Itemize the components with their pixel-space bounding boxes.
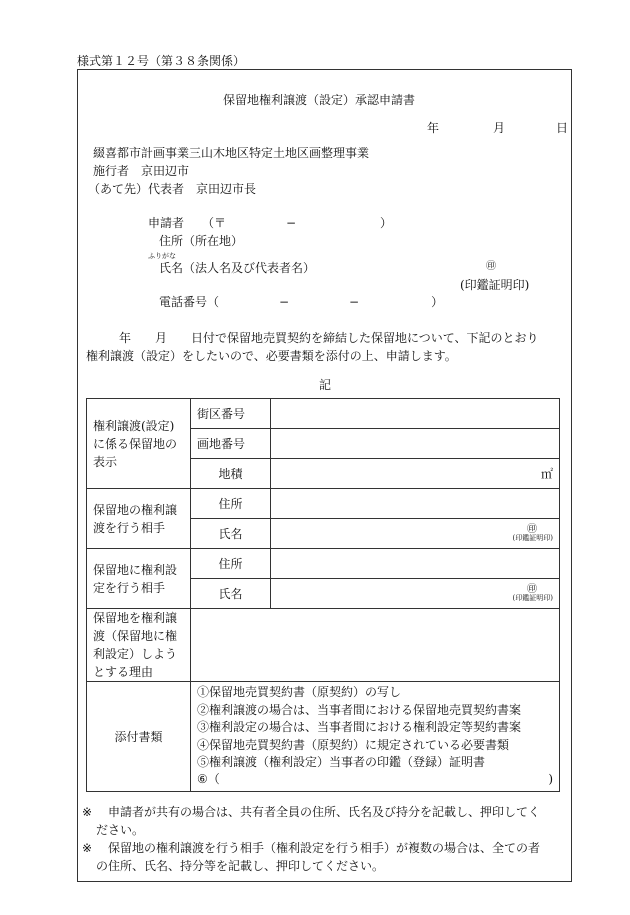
transferee-header: 保留地の権利譲渡を行う相手	[87, 489, 191, 549]
reason-header: 保留地を権利譲渡（保留地に権利設定）しようとする理由	[87, 609, 191, 682]
transferee-seal-note: (印鑑証明印)	[512, 534, 553, 543]
setter-address-value	[271, 549, 560, 579]
table-row	[87, 609, 560, 682]
area-value	[271, 459, 560, 489]
seal-mark: ㊞	[486, 261, 496, 272]
attachment-item: ②権利譲渡の場合は、当事者間における保留地売買契約書案	[197, 702, 522, 717]
postal-code-field: （〒 − ）	[202, 216, 393, 230]
note-1-mark: ※	[82, 805, 93, 819]
table-row	[87, 399, 560, 429]
area-label: 地積	[191, 459, 271, 489]
transferee-name-label: 氏名	[191, 519, 271, 549]
note-1-line-2: ださい。	[96, 823, 145, 837]
table-row	[87, 549, 560, 579]
attachment-item: ④保留地売買契約書（原契約）に規定されている必要書類	[197, 737, 510, 752]
block-no-value	[271, 399, 560, 429]
note-2-mark: ※	[82, 841, 93, 855]
transferee-address-label: 住所	[191, 489, 271, 519]
setter-seal-note: (印鑑証明印)	[512, 594, 553, 603]
note-2-line-2: の住所、氏名、持分等を記載し、押印してください。	[96, 859, 385, 873]
land-header: 権利譲渡(設定)に係る保留地の表示	[87, 399, 191, 489]
page-title: 保留地権利譲渡（設定）承認申請書	[223, 93, 416, 107]
attach-header: 添付書類	[87, 682, 191, 792]
table-row	[87, 682, 560, 792]
setter-header: 保留地に権利設定を行う相手	[87, 549, 191, 609]
attachment-item: ⑤権利譲渡（権利設定）当事者の印鑑（登録）証明書	[197, 754, 486, 769]
reason-value	[191, 609, 560, 682]
date-year: 年	[427, 121, 440, 135]
addressee: （あて先）代表者 京田辺市長	[88, 182, 257, 196]
setter-seal: ㊞	[527, 584, 537, 596]
application-table	[86, 398, 560, 792]
transferee-name-value	[271, 519, 560, 549]
seal-note: (印鑑証明印)	[460, 278, 530, 292]
attachments-list	[191, 682, 560, 792]
note-1-line-1: 申請者が共有の場合は、共有者全員の住所、氏名及び持分を記載し、押印してく	[108, 805, 541, 819]
ki-heading: 記	[319, 378, 332, 392]
applicant-name-label: 氏名（法人名及び代表者名）	[159, 261, 316, 275]
setter-address-label: 住所	[191, 549, 271, 579]
applicant-address-label: 住所（所在地）	[159, 234, 244, 248]
setter-name-value	[271, 579, 560, 609]
attachment-close: )	[548, 772, 553, 787]
note-2-line-1: 保留地の権利譲渡を行う相手（権利設定を行う相手）が複数の場合は、全ての者	[108, 841, 541, 855]
attachment-item	[197, 771, 553, 788]
phone-field: 電話番号（ − − ）	[159, 295, 444, 309]
furigana-label: ふりがな	[148, 252, 176, 260]
lot-no-value	[271, 429, 560, 459]
block-no-label: 街区番号	[191, 399, 271, 429]
body-line-2: 権利譲渡（設定）をしたいので、必要書類を添付の上、申請します。	[86, 349, 457, 363]
transferee-seal: ㊞	[527, 524, 537, 536]
setter-name-label: 氏名	[191, 579, 271, 609]
form-id: 様式第１２号（第３８条関係）	[77, 54, 246, 68]
executor: 施行者 京田辺市	[93, 164, 190, 178]
lot-no-label: 画地番号	[191, 429, 271, 459]
applicant-label: 申請者	[148, 216, 185, 230]
attachment-item: ①保留地売買契約書（原契約）の写し	[197, 685, 402, 700]
transferee-address-value	[271, 489, 560, 519]
area-unit: ㎡	[540, 466, 553, 481]
date-day: 日	[556, 121, 569, 135]
table-row	[87, 489, 560, 519]
attachment-item: ③権利設定の場合は、当事者間における権利設定等契約書案	[197, 720, 522, 735]
project-name: 綴喜都市計画事業三山木地区特定土地区画整理事業	[93, 146, 370, 160]
body-line-1: 年 月 日付で保留地売買契約を締結した保留地について、下記のとおり	[119, 331, 539, 345]
attachment-item-6: ⑥（	[197, 772, 220, 787]
date-month: 月	[493, 121, 506, 135]
